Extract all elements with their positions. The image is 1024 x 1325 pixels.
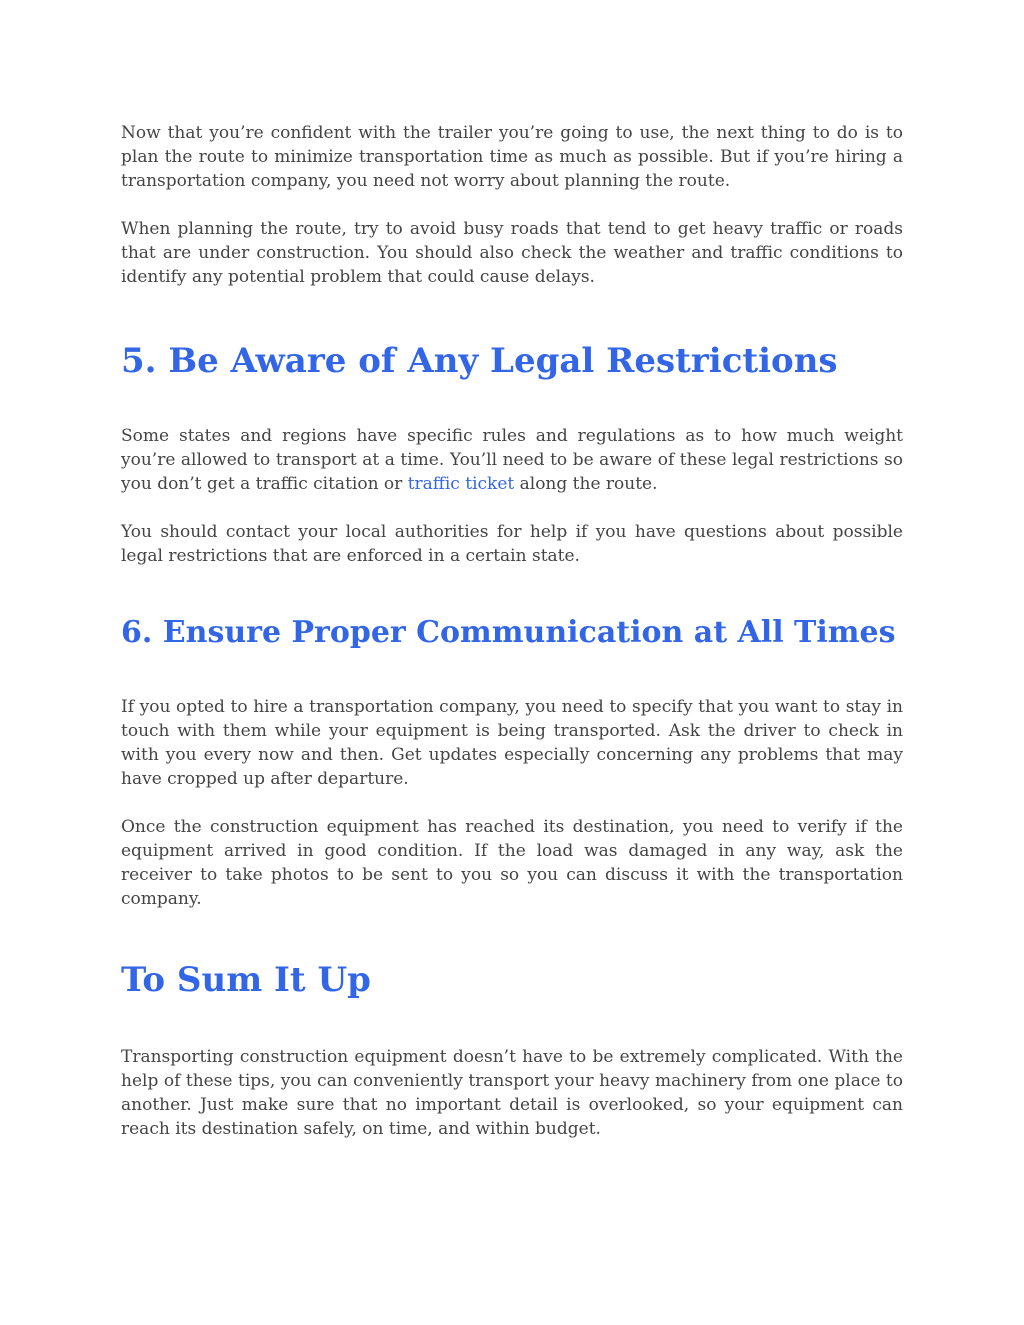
paragraph-stay-in-touch: If you opted to hire a transportation company, you need to specify that you want to stay in touch with them while your equipment is being transported. Ask the driver to check in with you every now and then. Get updates especially concerning any problems that may have cropped up after departure.: [121, 697, 903, 789]
paragraph-route-planning: Now that you’re confident with the trailer you’re going to use, the next thing to do is to plan the route to minimize transportation time as much as possible. But if you’re hiring a transportation company, you need not worry about planning the route.: [121, 123, 903, 191]
paragraph-verify-condition: Once the construction equipment has reached its destination, you need to verify if the equipment arrived in good condition. If the load was damaged in any way, ask the receiver to take photos to be sent to you so you can discuss it with the transportation company.: [121, 817, 903, 909]
heading-communication: 6. Ensure Proper Communication at All Times: [121, 615, 896, 650]
heading-sum-up: To Sum It Up: [121, 960, 371, 1000]
paragraph-legal-rules-end: along the route.: [514, 474, 658, 494]
paragraph-conclusion: Transporting construction equipment doesn’t have to be extremely complicated. With the help of these tips, you can conveniently transport your heavy machinery from one place to another. Just make sure that no important detail is overlooked, so your equipment can reach its destination safely, on time, and within budget.: [121, 1047, 903, 1139]
paragraph-legal-rules: [121, 424, 903, 496]
paragraph-legal-rules-text: Some states and regions have specific rules and regulations as to how much weight you’re allowed to transport at a time. You’ll need to be aware of these legal restrictions so you don’t get a traffic citation or: [121, 426, 903, 494]
document-page: [121, 121, 903, 1141]
paragraph-local-authorities: You should contact your local authorities for help if you have questions about possible legal restrictions that are enforced in a certain state.: [121, 522, 903, 566]
paragraph-route-tips: When planning the route, try to avoid busy roads that tend to get heavy traffic or roads that are under construction. You should also check the weather and traffic conditions to identify any potential problem that could cause delays.: [121, 219, 903, 287]
traffic-ticket-link[interactable]: traffic ticket: [407, 474, 515, 494]
heading-legal-restrictions: 5. Be Aware of Any Legal Restrictions: [121, 341, 838, 381]
